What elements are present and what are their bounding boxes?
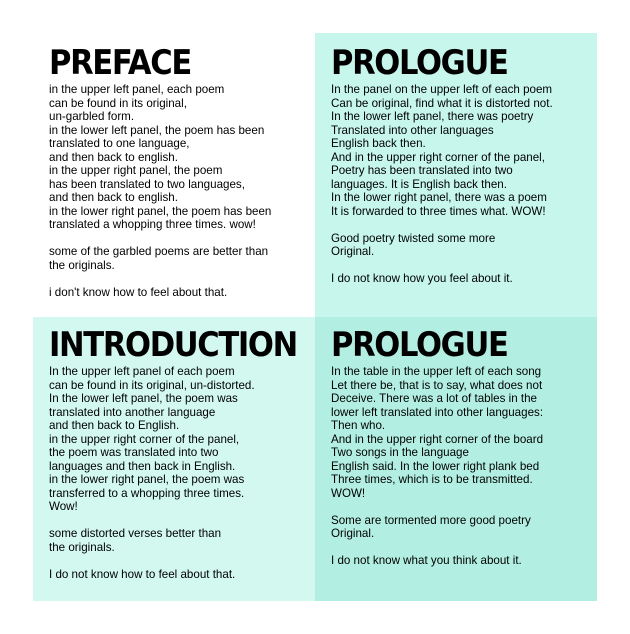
panel-lower-right-prologue — [315, 317, 597, 601]
poem-line: I do not know how to feel about that. — [49, 567, 236, 581]
poem-line: the originals. — [49, 258, 115, 272]
blank-line — [49, 514, 309, 528]
poem-line: WOW! — [331, 486, 366, 500]
panel-content — [331, 43, 591, 286]
panel-heading: PREFACE — [49, 43, 191, 83]
poem-line: In the panel on the upper left of each poem — [331, 83, 553, 96]
poem-line: in the upper right corner of the panel, — [49, 432, 240, 446]
poem-line: Then who. — [331, 419, 386, 432]
poem-line: languages. It is English back then. — [331, 177, 507, 191]
poem-line: It is forwarded to three times what. WOW! — [331, 204, 546, 218]
poem-line: Wow! — [49, 500, 78, 513]
panel-text — [49, 365, 309, 581]
poem-line: has been translated to two languages, — [49, 177, 245, 191]
poem-line: some of the garbled poems are better than — [49, 245, 269, 258]
poem-line: In the lower left panel, the poem was — [49, 392, 238, 405]
poem-line: In the lower left panel, there was poetry — [331, 110, 534, 123]
poem-line: English back then. — [331, 137, 426, 150]
poem-line: English said. In the lower right plank bed — [331, 459, 540, 473]
poem-line: can be found in its original, — [49, 96, 187, 110]
panel-lower-left-introduction — [33, 317, 315, 601]
blank-line — [331, 541, 591, 555]
poem-line: languages and then back in English. — [49, 459, 236, 473]
poem-line: translated into another language — [49, 405, 216, 419]
poem-line: and then back to English. — [49, 419, 180, 432]
poem-line: Two songs in the language — [331, 446, 469, 459]
poem-line: in the lower right panel, the poem was — [49, 473, 245, 486]
poem-line: I do not know what you think about it. — [331, 554, 522, 567]
panel-content — [49, 325, 309, 581]
poem-line: Good poetry twisted some more — [331, 231, 496, 245]
poem-line: I do not know how you feel about it. — [331, 272, 513, 285]
poem-line: And in the upper right corner of the panel, — [331, 150, 545, 164]
panel-text — [331, 365, 591, 568]
poem-line: can be found in its original, un-distorted. — [49, 378, 255, 392]
poem-line: Three times, which is to be transmitted. — [331, 473, 533, 486]
poem-line: translated a whopping three times. wow! — [49, 218, 256, 231]
panel-heading: PROLOGUE — [331, 325, 508, 365]
panel-text — [331, 83, 591, 286]
panel-heading: PROLOGUE — [331, 43, 508, 83]
poem-line: Some are tormented more good poetry — [331, 513, 531, 527]
poem-line: Let there be, that is to say, what does not — [331, 378, 543, 392]
poem-line: the poem was translated into two — [49, 446, 219, 459]
poem-line: in the upper right panel, the poem — [49, 164, 223, 177]
poem-line: i don't know how to feel about that. — [49, 285, 228, 299]
poem-line: In the table in the upper left of each song — [331, 365, 542, 378]
panel-content — [49, 43, 309, 299]
panel-text — [49, 83, 309, 299]
poem-line: un-garbled form. — [49, 110, 135, 123]
poem-line: Poetry has been translated into two — [331, 164, 513, 177]
poem-line: Deceive. There was a lot of tables in the — [331, 392, 538, 405]
blank-line — [49, 554, 309, 568]
panel-content — [331, 325, 591, 568]
poem-line: translated to one language, — [49, 137, 190, 150]
blank-line — [331, 218, 591, 232]
poem-line: and then back to english. — [49, 191, 178, 204]
blank-line — [331, 259, 591, 273]
panel-upper-left-preface — [33, 33, 315, 317]
poem-line: in the lower left panel, the poem has been — [49, 123, 265, 137]
poem-line: Can be original, find what it is distorted not. — [331, 96, 553, 110]
blank-line — [49, 232, 309, 246]
poem-line: the originals. — [49, 540, 115, 554]
poem-line: in the upper left panel, each poem — [49, 83, 225, 96]
poem-line: In the upper left panel of each poem — [49, 365, 235, 378]
blank-line — [331, 500, 591, 514]
poem-line: in the lower right panel, the poem has been — [49, 204, 272, 218]
poem-line: Original. — [331, 527, 375, 540]
poem-line: lower left translated into other languages: — [331, 405, 544, 419]
poem-line: Translated into other languages — [331, 123, 494, 137]
poem-line: Original. — [331, 245, 375, 258]
poem-line: and then back to english. — [49, 150, 178, 164]
poem-line: In the lower right panel, there was a poem — [331, 191, 547, 204]
panel-upper-right-prologue — [315, 33, 597, 317]
poem-line: some distorted verses better than — [49, 527, 222, 540]
blank-line — [49, 272, 309, 286]
poem-line: And in the upper right corner of the board — [331, 432, 544, 446]
poem-line: transferred to a whopping three times. — [49, 486, 245, 500]
panel-heading: INTRODUCTION — [49, 325, 297, 365]
